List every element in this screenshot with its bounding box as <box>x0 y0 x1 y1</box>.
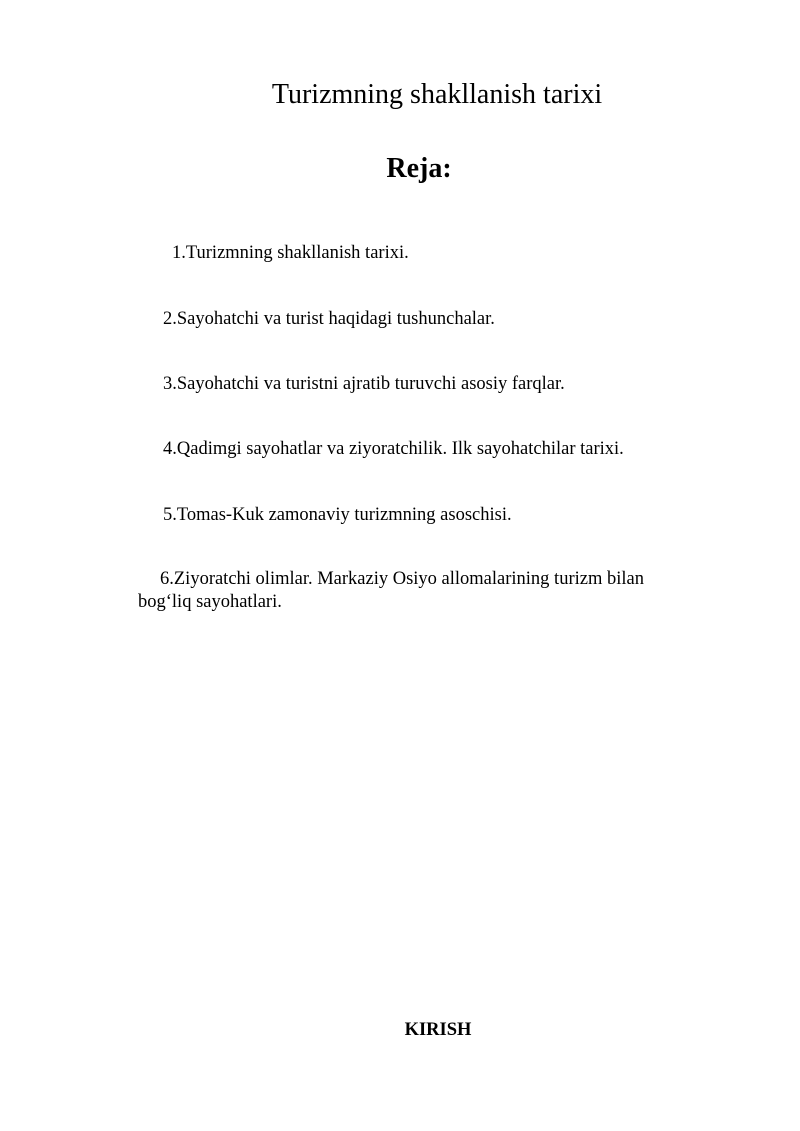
plan-heading: Reja: <box>386 153 452 184</box>
document-title: Turizmning shakllanish tarixi <box>271 79 603 110</box>
plan-item-2: 2.Sayohatchi va turist haqidagi tushunchalar. <box>163 309 495 329</box>
intro-heading: KIRISH <box>404 1020 472 1040</box>
plan-item-4: 4.Qadimgi sayohatlar va ziyoratchilik. Ilk sayohatchilar tarixi. <box>163 439 624 459</box>
plan-item-6: 6.Ziyoratchi olimlar. Markaziy Osiyo allomalarining turizm bilan bog‘liq sayohatlari. <box>138 569 644 612</box>
plan-item-3: 3.Sayohatchi va turistni ajratib turuvchi asosiy farqlar. <box>163 374 565 394</box>
plan-item-1: 1.Turizmning shakllanish tarixi. <box>172 243 409 263</box>
plan-item-5: 5.Tomas-Kuk zamonaviy turizmning asoschisi. <box>163 505 512 525</box>
